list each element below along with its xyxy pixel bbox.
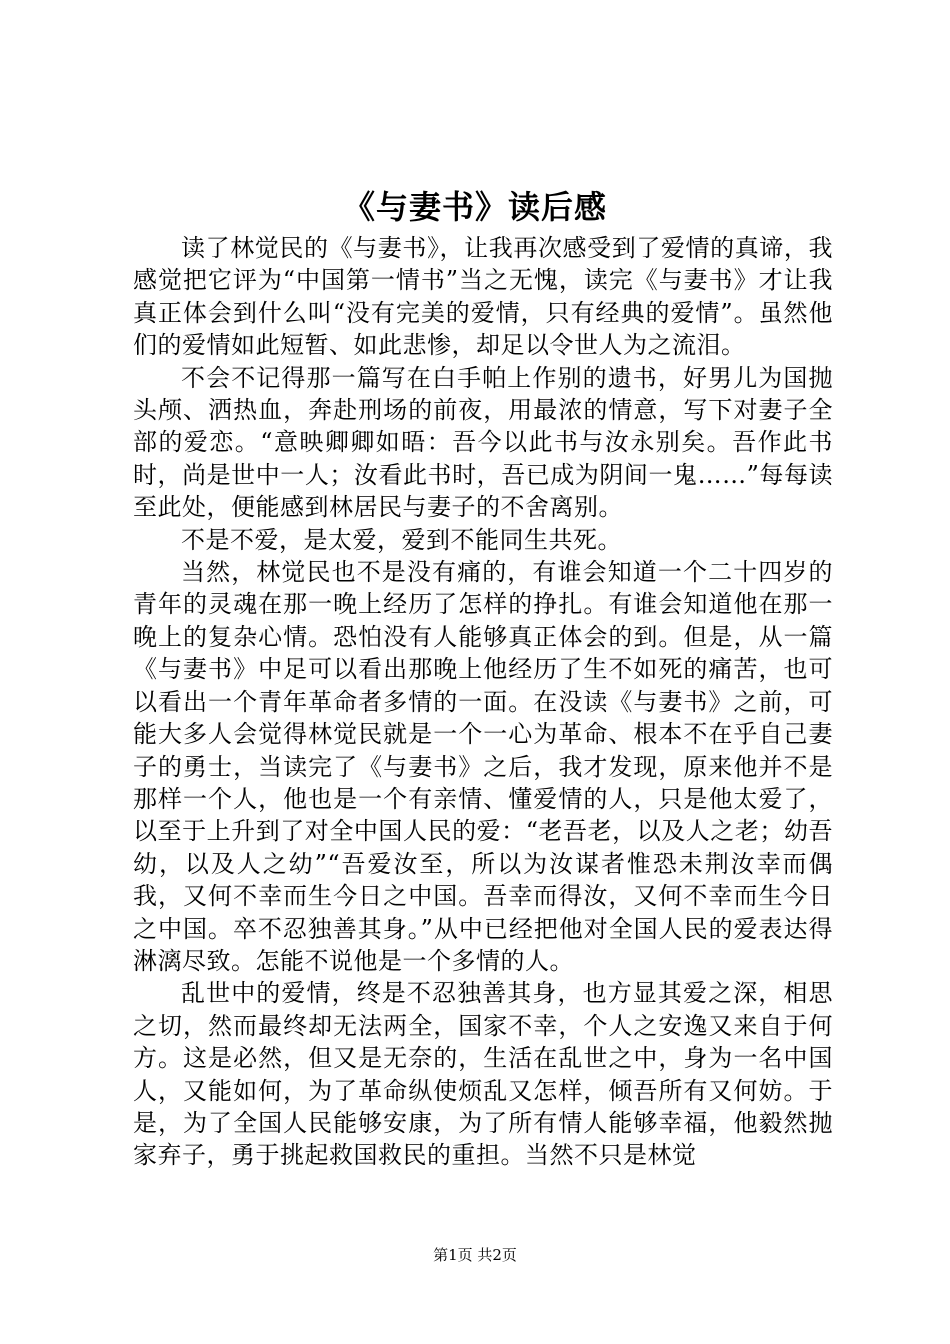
- document-body: [133, 232, 833, 1172]
- paragraph-3: 不是不爱，是太爱，爱到不能同生共死。: [181, 525, 622, 554]
- page-number-footer: 第1页 共2页: [433, 1246, 517, 1264]
- document-title: 《与妻书》读后感: [342, 188, 607, 226]
- paragraph-4: 当然，林觉民也不是没有痛的，有谁会知道一个二十四岁的青年的灵魂在那一晚上经历了怎样的挣扎。有谁会知道他在那一晚上的复杂心情。恐怕没有人能够真正体会的到。但是，从一篇《与妻书》中足可以看出那晚上他经历了生不如死的痛苦，也可以看出一个青年革命者多情的一面。在没读《与妻书》之前，可能大多人会觉得林觉民就是一个一心为革命、根本不在乎自己妻子的勇士，当读完了《与妻书》之后，我才发现，原来他并不是那样一个人，他也是一个有亲情、懂爱情的人，只是他太爱了，以至于上升到了对全中国人民的爱：“老吾老，以及人之老；幼吾幼，以及人之幼”“吾爱汝至，所以为汝谋者惟恐未荆汝幸而偶我，又何不幸而生今日之中国。吾幸而得汝，又何不幸而生今日之中国。卒不忍独善其身。”从中已经把他对全国人民的爱表达得淋漓尽致。怎能不说他是一个多情的人。: [133, 558, 833, 975]
- paragraph-2: 不会不记得那一篇写在白手帕上作别的遗书，好男儿为国抛头颅、洒热血，奔赴刑场的前夜，用最浓的情意，写下对妻子全部的爱恋。“意映卿卿如晤：吾今以此书与汝永别矣。吾作此书时，尚是世中一人；汝看此书时，吾已成为阴间一鬼……”每每读至此处，便能感到林居民与妻子的不舍离别。: [133, 363, 833, 522]
- paragraph-1: 读了林觉民的《与妻书》，让我再次感受到了爱情的真谛，我感觉把它评为“中国第一情书”当之无愧，读完《与妻书》才让我真正体会到什么叫“没有完美的爱情，只有经典的爱情”。虽然他们的爱情如此短暂、如此悲惨，却足以令世人为之流泪。: [133, 234, 833, 360]
- paragraph-5: 乱世中的爱情，终是不忍独善其身，也方显其爱之深，相思之切，然而最终却无法两全，国家不幸，个人之安逸又来自于何方。这是必然，但又是无奈的，生活在乱世之中，身为一名中国人，又能如何，为了革命纵使烦乱又怎样，倾吾所有又何妨。于是，为了全国人民能够安康，为了所有情人能够幸福，他毅然抛家弃子，勇于挑起救国救民的重担。当然不只是林觉: [133, 979, 833, 1170]
